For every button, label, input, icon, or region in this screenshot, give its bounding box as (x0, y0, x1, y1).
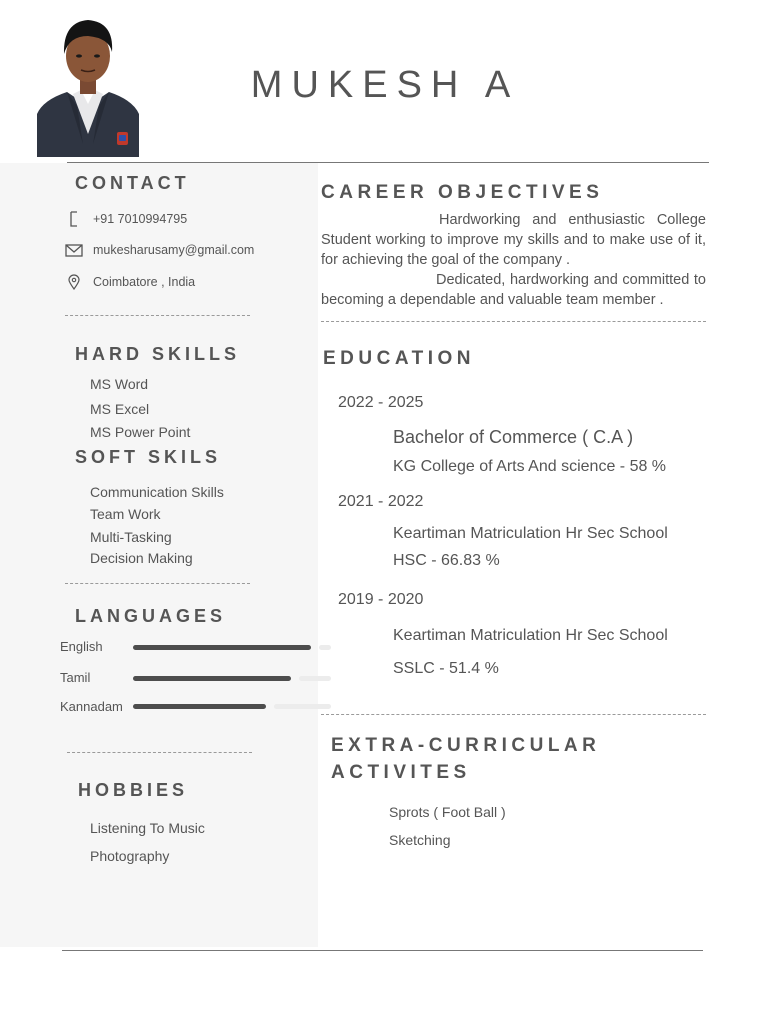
list-item: Listening To Music (90, 820, 205, 836)
contact-phone (64, 209, 187, 229)
list-item: MS Excel (90, 401, 150, 417)
sidebar-divider (65, 315, 250, 316)
language-name: English (60, 639, 103, 654)
extra-curricular-heading: EXTRA-CURRICULAR (331, 735, 601, 756)
education-years: 2021 - 2022 (338, 493, 424, 510)
language-level-fill (133, 704, 266, 709)
candidate-name: MUKESH A (250, 64, 520, 106)
career-objectives-heading: CAREER OBJECTIVES (321, 182, 604, 203)
envelope-icon (64, 240, 84, 260)
languages-heading: LANGUAGES (75, 606, 227, 626)
contact-heading: CONTACT (75, 173, 190, 193)
section-divider (321, 714, 706, 715)
extra-curricular-heading-line2: ACTIVITES (331, 762, 471, 783)
language-level-fill (133, 645, 311, 650)
list-item: MS Word (90, 376, 149, 392)
education-score: SSLC - 51.4 % (393, 660, 499, 677)
education-years: 2019 - 2020 (338, 591, 424, 608)
education-institution: KG College of Arts And science - 58 % (393, 458, 667, 475)
education-institution: Keartiman Matriculation Hr Sec School (393, 525, 668, 542)
footer-divider (62, 950, 703, 951)
contact-email (64, 240, 254, 260)
list-item: Sketching (389, 832, 451, 848)
list-item: Team Work (90, 506, 161, 522)
list-item: Communication Skills (90, 484, 224, 500)
list-item: Decision Making (90, 550, 193, 566)
objective-paragraph: Dedicated, hardworking and committed to becoming a dependable and valuable team member . (321, 272, 706, 308)
education-years: 2022 - 2025 (338, 394, 424, 411)
soft-skills-heading: SOFT SKILS (75, 447, 222, 467)
sidebar-divider (65, 583, 250, 584)
list-item: MS Power Point (90, 424, 191, 440)
hobbies-heading: HOBBIES (78, 780, 189, 800)
profile-photo-illustration (37, 14, 139, 157)
contact-location (64, 272, 195, 292)
section-divider (321, 321, 706, 322)
list-item: Sprots ( Foot Ball ) (389, 804, 506, 820)
list-item: Photography (90, 848, 170, 864)
language-name: Tamil (60, 670, 91, 685)
language-level-rest (299, 676, 331, 681)
list-item: Multi-Tasking (90, 529, 172, 545)
education-degree: Bachelor of Commerce ( C.A ) (393, 427, 634, 447)
education-heading: EDUCATION (323, 348, 476, 369)
language-level-fill (133, 676, 291, 681)
language-level-rest (274, 704, 331, 709)
email-address: mukesharusamy@gmail.com (93, 243, 255, 257)
objective-paragraph: Hardworking and enthusiastic College Student working to improve my skills and to make use of it, for achieving the goal of the company . (321, 212, 706, 268)
language-level-bar (133, 645, 331, 650)
education-score: HSC - 66.83 % (393, 552, 500, 569)
career-objectives-text (321, 210, 706, 310)
map-pin-icon (64, 272, 84, 292)
header-divider (67, 162, 709, 163)
language-name: Kannadam (60, 699, 123, 714)
language-level-bar (133, 676, 331, 681)
language-level-bar (133, 704, 331, 709)
hard-skills-heading: HARD SKILLS (75, 344, 240, 364)
phone-number: +91 7010994795 (93, 212, 188, 226)
profile-photo (37, 14, 139, 157)
language-level-rest (319, 645, 331, 650)
education-institution: Keartiman Matriculation Hr Sec School (393, 627, 668, 644)
location-text: Coimbatore , India (93, 275, 196, 289)
sidebar-divider (67, 752, 252, 753)
phone-icon (64, 209, 84, 229)
